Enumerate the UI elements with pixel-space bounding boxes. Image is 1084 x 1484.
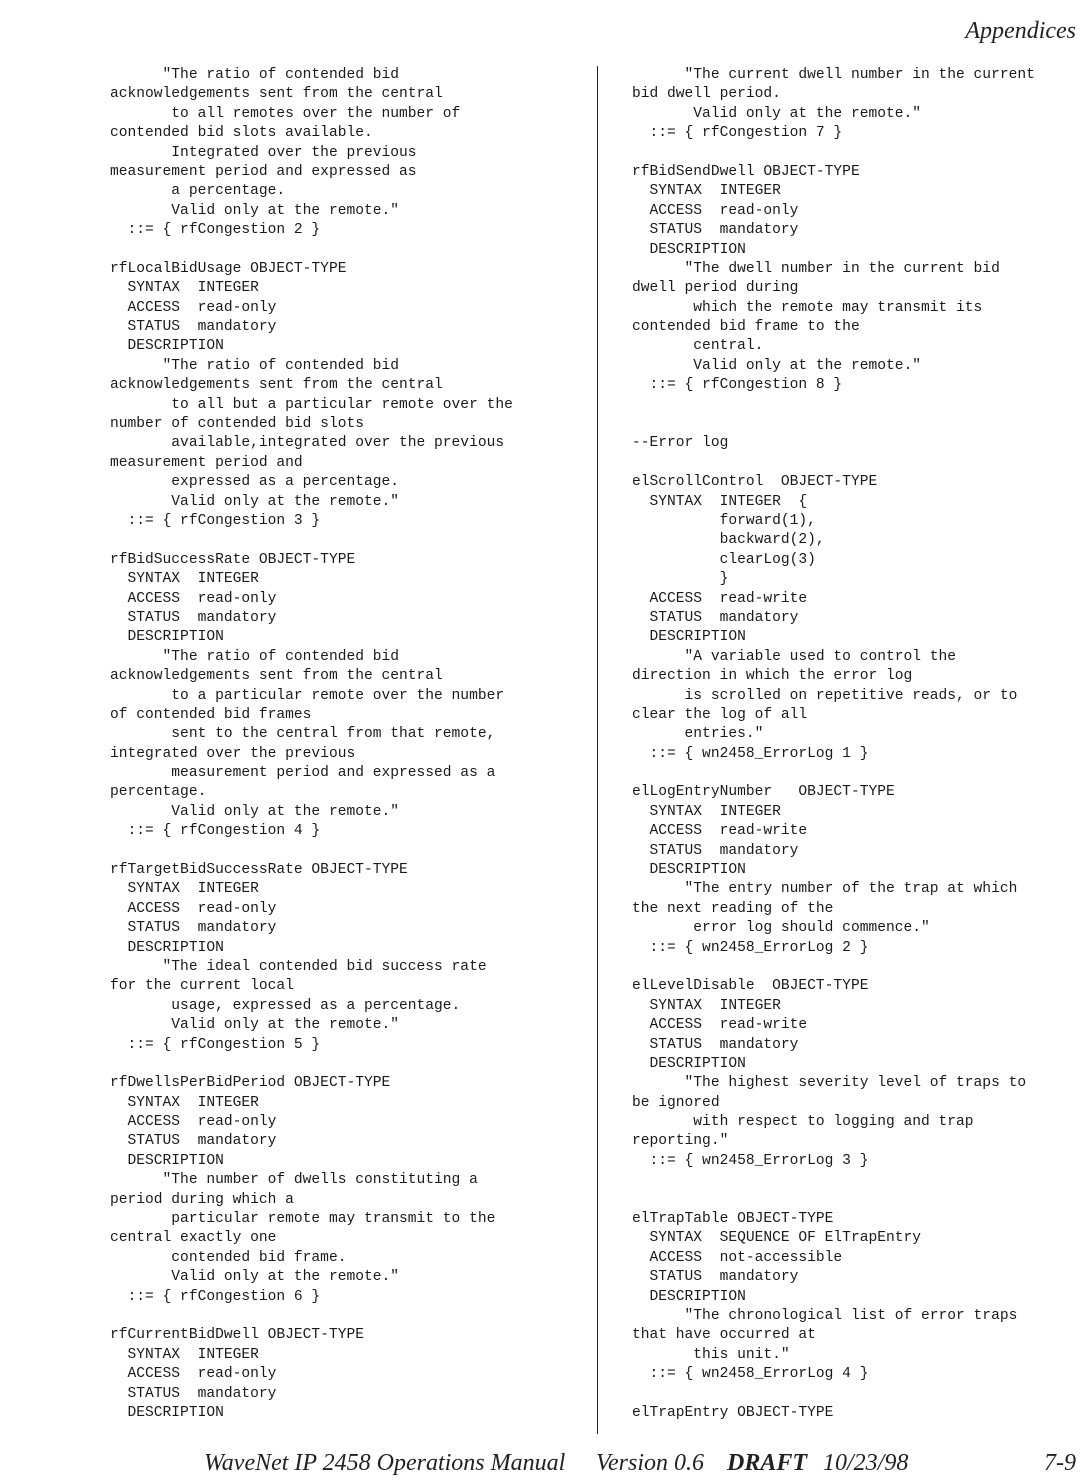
code-line: STATUS mandatory — [110, 1385, 277, 1402]
code-line: Valid only at the remote." — [110, 803, 400, 820]
code-line: SYNTAX INTEGER — [632, 997, 781, 1014]
code-line: central exactly one — [110, 1230, 277, 1247]
code-line: elScrollControl OBJECT-TYPE — [632, 474, 878, 491]
code-line: elLogEntryNumber OBJECT-TYPE — [632, 784, 895, 801]
code-line: forward(1), — [632, 512, 816, 529]
code-line: rfCurrentBidDwell OBJECT-TYPE — [110, 1327, 364, 1344]
code-line: rfDwellsPerBidPeriod OBJECT-TYPE — [110, 1075, 391, 1092]
code-line: bid dwell period. — [632, 86, 781, 103]
footer-draft-label: DRAFT — [727, 1450, 808, 1476]
code-line: rfBidSuccessRate OBJECT-TYPE — [110, 551, 356, 568]
code-line: a percentage. — [110, 183, 286, 200]
code-line: "The highest severity level of traps to — [632, 1075, 1027, 1092]
code-line: STATUS mandatory — [110, 609, 277, 626]
code-line: backward(2), — [632, 532, 825, 549]
code-line: period during which a — [110, 1191, 294, 1208]
code-line: Valid only at the remote." — [632, 357, 922, 374]
code-line: with respect to logging and trap — [632, 1114, 974, 1131]
code-line: ACCESS read-only — [110, 900, 277, 917]
code-line: ACCESS read-only — [632, 202, 799, 219]
code-line: ACCESS not-accessible — [632, 1249, 843, 1266]
code-line: ::= { wn2458_ErrorLog 1 } — [632, 745, 869, 762]
code-line: elLevelDisable OBJECT-TYPE — [632, 978, 869, 995]
code-line: acknowledgements sent from the central — [110, 377, 443, 394]
code-line: ACCESS read-only — [110, 1114, 277, 1131]
code-line: STATUS mandatory — [632, 609, 799, 626]
code-line — [632, 764, 1072, 783]
code-line: ACCESS read-write — [632, 1017, 808, 1034]
code-line: ::= { rfCongestion 2 } — [110, 222, 321, 239]
code-line: Valid only at the remote." — [110, 493, 400, 510]
footer-manual-title: WaveNet IP 2458 Operations Manual — [204, 1450, 566, 1476]
code-line: clear the log of all — [632, 706, 808, 723]
code-line: measurement period and — [110, 454, 303, 471]
code-line: direction in which the error log — [632, 668, 913, 685]
code-line: SYNTAX SEQUENCE OF ElTrapEntry — [632, 1230, 922, 1247]
code-line: "The ratio of contended bid — [110, 648, 400, 665]
code-line — [632, 454, 1072, 473]
code-line: ACCESS read-only — [110, 1366, 277, 1383]
code-line: ACCESS read-only — [110, 590, 277, 607]
code-line: this unit." — [632, 1346, 790, 1363]
code-line: SYNTAX INTEGER — [110, 571, 259, 588]
code-line: ::= { rfCongestion 7 } — [632, 125, 843, 142]
footer-date: 10/23/98 — [823, 1450, 909, 1476]
code-line: "The current dwell number in the current — [632, 67, 1035, 83]
code-line: contended bid frame to the — [632, 319, 860, 336]
code-line — [632, 958, 1072, 977]
code-line: rfTargetBidSuccessRate OBJECT-TYPE — [110, 862, 408, 879]
code-line: ACCESS read-only — [110, 299, 277, 316]
code-line — [632, 1191, 1072, 1210]
code-line — [110, 1307, 590, 1326]
code-line: integrated over the previous — [110, 745, 356, 762]
code-line: clearLog(3) — [632, 551, 816, 568]
code-line: STATUS mandatory — [110, 319, 277, 336]
code-line — [632, 1171, 1072, 1190]
code-line: ACCESS read-write — [632, 590, 808, 607]
code-line — [632, 144, 1072, 163]
code-line: ::= { wn2458_ErrorLog 4 } — [632, 1366, 869, 1383]
code-line: "The dwell number in the current bid — [632, 260, 1000, 277]
code-line — [632, 415, 1072, 434]
code-line: dwell period during — [632, 280, 799, 297]
code-line: SYNTAX INTEGER — [632, 183, 781, 200]
code-line: "The entry number of the trap at which — [632, 881, 1018, 898]
code-line: reporting." — [632, 1133, 729, 1150]
code-line: measurement period and expressed as — [110, 163, 417, 180]
code-line — [110, 531, 590, 550]
code-line — [632, 1385, 1072, 1404]
code-line: DESCRIPTION — [110, 338, 224, 355]
code-line: "The ratio of contended bid — [110, 67, 400, 83]
code-line: DESCRIPTION — [110, 939, 224, 956]
code-line: contended bid frame. — [110, 1249, 347, 1266]
code-line: percentage. — [110, 784, 207, 801]
code-line: number of contended bid slots — [110, 416, 364, 433]
code-line: SYNTAX INTEGER — [110, 1094, 259, 1111]
code-line: DESCRIPTION — [632, 629, 746, 646]
code-line: ACCESS read-write — [632, 823, 808, 840]
code-line: Valid only at the remote." — [632, 105, 922, 122]
code-line: ::= { rfCongestion 4 } — [110, 823, 321, 840]
code-line: DESCRIPTION — [110, 1152, 224, 1169]
code-line: DESCRIPTION — [632, 862, 746, 879]
code-line: STATUS mandatory — [110, 1133, 277, 1150]
code-line: DESCRIPTION — [632, 1055, 746, 1072]
code-line: Valid only at the remote." — [110, 202, 400, 219]
code-line: usage, expressed as a percentage. — [110, 997, 461, 1014]
code-line: entries." — [632, 726, 764, 743]
code-line: is scrolled on repetitive reads, or to — [632, 687, 1018, 704]
code-line: to all remotes over the number of — [110, 105, 461, 122]
code-line: that have occurred at — [632, 1327, 816, 1344]
code-line: SYNTAX INTEGER — [110, 1346, 259, 1363]
column-divider — [597, 66, 598, 1434]
code-line: SYNTAX INTEGER — [632, 803, 781, 820]
footer-version: Version 0.6 — [596, 1450, 704, 1476]
code-line: contended bid slots available. — [110, 125, 373, 142]
code-line: SYNTAX INTEGER { — [632, 493, 808, 510]
code-line: "A variable used to control the — [632, 648, 957, 665]
code-line: STATUS mandatory — [632, 842, 799, 859]
code-line: to all but a particular remote over the — [110, 396, 513, 413]
code-line: elTrapTable OBJECT-TYPE — [632, 1211, 834, 1228]
code-line: central. — [632, 338, 764, 355]
code-line: SYNTAX INTEGER — [110, 280, 259, 297]
code-line — [110, 1055, 590, 1074]
code-line: ::= { wn2458_ErrorLog 3 } — [632, 1152, 869, 1169]
code-line: expressed as a percentage. — [110, 474, 400, 491]
code-line: rfBidSendDwell OBJECT-TYPE — [632, 163, 860, 180]
code-line: SYNTAX INTEGER — [110, 881, 259, 898]
code-line — [110, 241, 590, 260]
code-line: acknowledgements sent from the central — [110, 668, 443, 685]
code-line: --Error log — [632, 435, 729, 452]
code-line: "The chronological list of error traps — [632, 1308, 1018, 1324]
code-line — [632, 396, 1072, 415]
code-line: sent to the central from that remote, — [110, 726, 496, 743]
code-line: "The ratio of contended bid — [110, 357, 400, 374]
code-line: "The ideal contended bid success rate — [110, 958, 487, 975]
page-footer — [0, 1450, 1084, 1484]
page-header-section: Appendices — [965, 18, 1076, 44]
code-line: rfLocalBidUsage OBJECT-TYPE — [110, 260, 347, 277]
code-line: Valid only at the remote." — [110, 1017, 400, 1034]
code-line: Valid only at the remote." — [110, 1269, 400, 1286]
code-line: to a particular remote over the number — [110, 687, 505, 704]
code-line: acknowledgements sent from the central — [110, 86, 443, 103]
code-line: particular remote may transmit to the — [110, 1211, 496, 1228]
code-line: STATUS mandatory — [632, 1269, 799, 1286]
code-line: DESCRIPTION — [110, 629, 224, 646]
code-line: DESCRIPTION — [632, 1288, 746, 1305]
code-line: STATUS mandatory — [632, 1036, 799, 1053]
code-line: "The number of dwells constituting a — [110, 1172, 478, 1189]
code-line: ::= { rfCongestion 6 } — [110, 1288, 321, 1305]
code-line: ::= { rfCongestion 8 } — [632, 377, 843, 394]
left-text-column — [110, 66, 590, 1423]
code-line: Integrated over the previous — [110, 144, 417, 161]
code-line: elTrapEntry OBJECT-TYPE — [632, 1404, 834, 1421]
code-line: ::= { wn2458_ErrorLog 2 } — [632, 939, 869, 956]
code-line: for the current local — [110, 978, 294, 995]
code-line: measurement period and expressed as a — [110, 765, 496, 782]
code-line: the next reading of the — [632, 900, 834, 917]
code-line: DESCRIPTION — [632, 241, 746, 258]
code-line: ::= { rfCongestion 5 } — [110, 1036, 321, 1053]
code-line: ::= { rfCongestion 3 } — [110, 512, 321, 529]
right-text-column — [632, 66, 1072, 1423]
code-line: of contended bid frames — [110, 706, 312, 723]
code-line: DESCRIPTION — [110, 1404, 224, 1421]
code-line: be ignored — [632, 1094, 720, 1111]
code-line: STATUS mandatory — [632, 222, 799, 239]
code-line: available,integrated over the previous — [110, 435, 505, 452]
code-line — [110, 842, 590, 861]
code-line: error log should commence." — [632, 920, 930, 937]
code-line: } — [632, 571, 729, 588]
code-line: which the remote may transmit its — [632, 299, 983, 316]
code-line: STATUS mandatory — [110, 920, 277, 937]
footer-page-number: 7-9 — [1044, 1450, 1076, 1476]
